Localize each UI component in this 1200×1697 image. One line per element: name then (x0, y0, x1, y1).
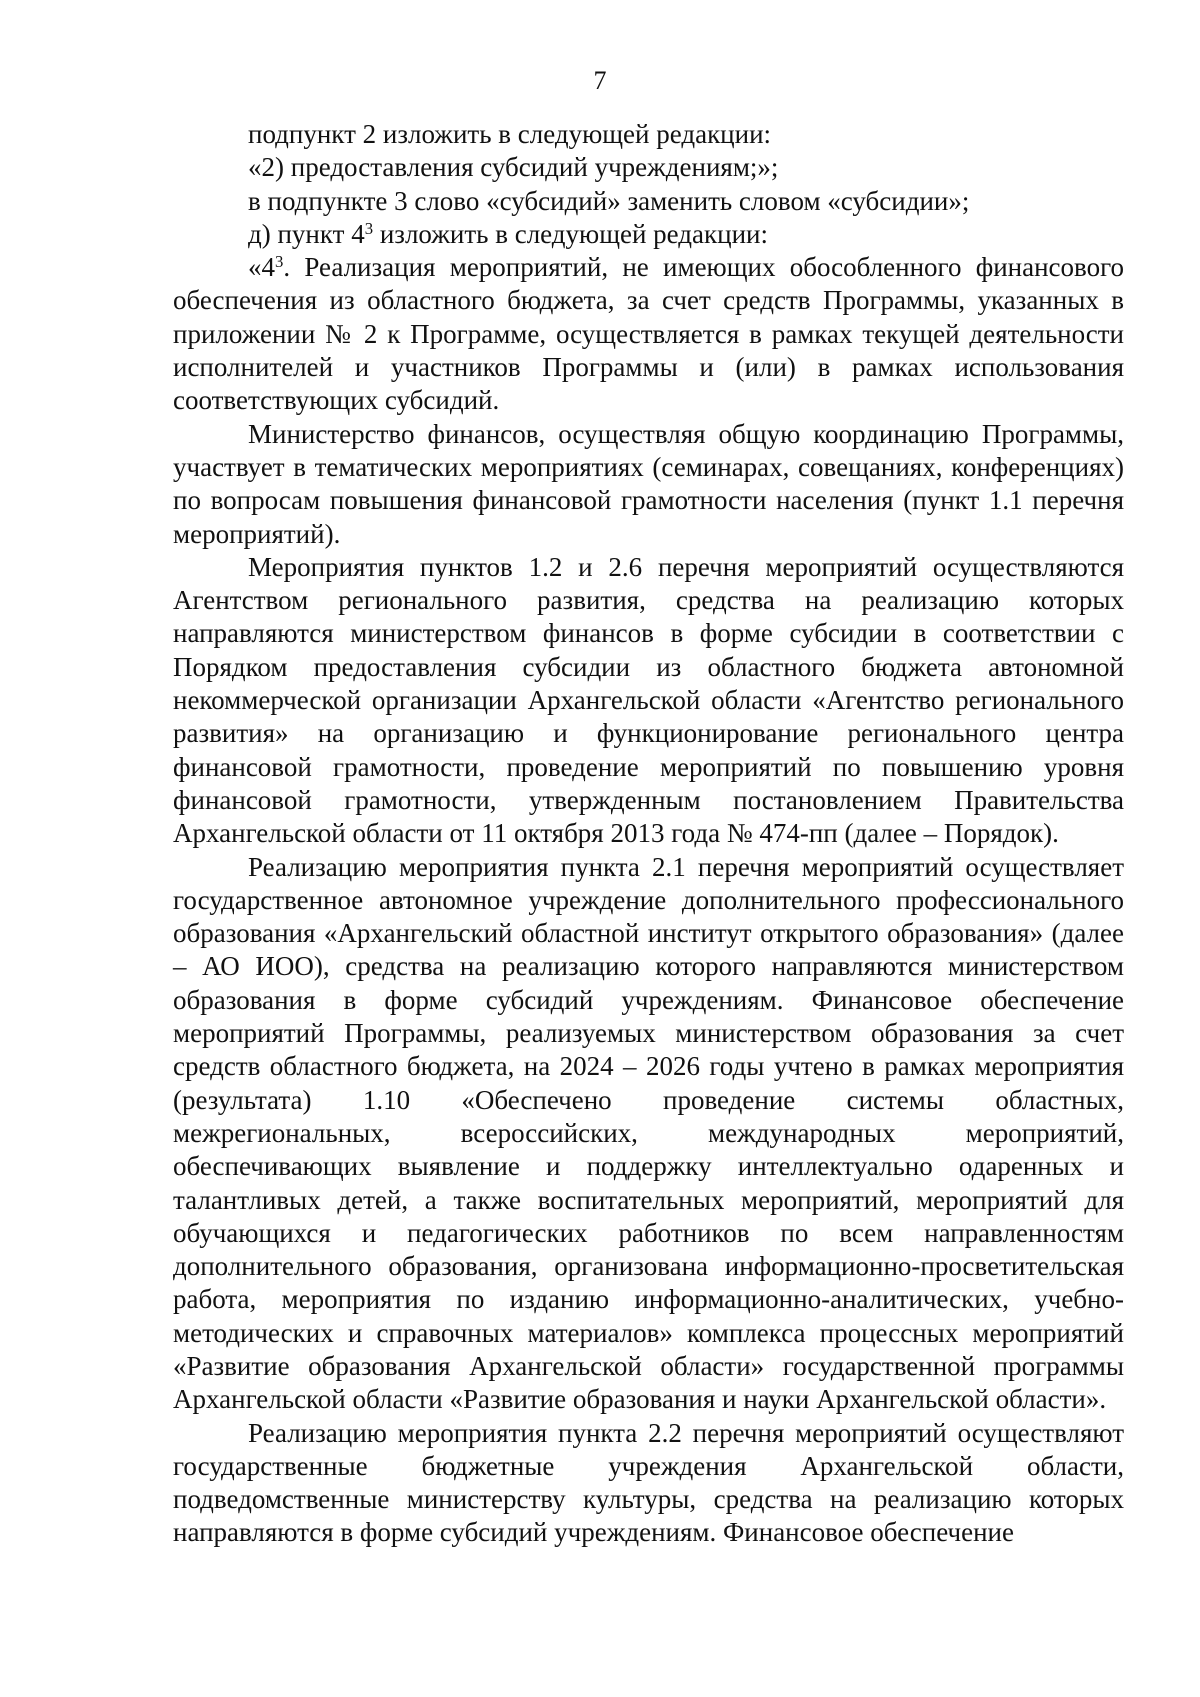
superscript: 3 (364, 218, 374, 238)
paragraph-item-4-3-text (173, 251, 1124, 417)
superscript: 3 (275, 251, 284, 271)
text-fragment: «4 (248, 252, 275, 283)
paragraph-culture-institutions: Реализацию мероприятия пункта 2.2 перечня мероприятий осуществляют государственные бюджетные учреждения Архангельской области, подведомственные министерству культуры, средства на реализацию которых направляются в форме субсидий учреждениям. Финансовое обеспечение (173, 1417, 1124, 1548)
paragraph-item-4-3-instruction (173, 218, 1124, 251)
text-fragment: изложить в следующей редакции: (373, 218, 768, 249)
paragraph-ao-ioo: Реализацию мероприятия пункта 2.1 перечня мероприятий осуществляет государственное автономное учреждение дополнительного профессионального образования «Архангельский областной институт открытого образования» (далее – АО ИОО), средства на реализацию которого направляются министерством образования в форме субсидий учреждениям. Финансовое обеспечение мероприятий Программы, реализуемых министерством образования за счет средств областного бюджета, на 2024 – 2026 годы учтено в рамках мероприятия (результата) 1.10 «Обеспечено проведение системы областных, межрегиональных, всероссийских, международных мероприятий, обеспечивающих выявление и поддержку интеллектуально одаренных и талантливых детей, а также воспитательных мероприятий, мероприятий для обучающихся и педагогических работников по всем направленностям дополнительного образования, организована информационно-просветительская работа, мероприятия по изданию информационно-аналитических, учебно-методических и справочных материалов» комплекса процессных мероприятий «Развитие образования Архангельской области» государственной программы Архангельской области «Развитие образования и науки Архангельской области». (173, 851, 1124, 1415)
text-fragment: . Реализация мероприятий, не имеющих обособленного финансового обеспечения из областного бюджета, за счет средств Программы, указанных в приложении № 2 к Программе, осуществляется в рамках текущей деятельности исполнителей и участников Программы и (или) в рамках использования соответствующих субсидий. (173, 252, 1124, 416)
paragraph-subitem-2-text: «2) предоставления субсидий учреждениям;»; (248, 152, 779, 183)
text-fragment: д) пункт 4 (248, 218, 365, 249)
document-body (173, 118, 1124, 1550)
paragraph-ministry-finance: Министерство финансов, осуществляя общую координацию Программы, участвует в тематических мероприятиях (семинарах, совещаниях, конференциях) по вопросам повышения финансовой грамотности населения (пункт 1.1 перечня мероприятий). (173, 418, 1124, 549)
paragraph-subitem-2-instruction: подпункт 2 изложить в следующей редакции: (248, 119, 772, 149)
paragraph-subitem-3-instruction: в подпункте 3 слово «субсидий» заменить словом «субсидии»; (248, 185, 970, 216)
page-number: 7 (593, 66, 607, 95)
paragraph-agency-development: Мероприятия пунктов 1.2 и 2.6 перечня мероприятий осуществляются Агентством регионального развития, средства на реализацию которых направляются министерством финансов в форме субсидии в соответствии с Порядком предоставления субсидии из областного бюджета автономной некоммерческой организации Архангельской области «Агентство регионального развития» на организацию и функционирование регионального центра финансовой грамотности, проведение мероприятий по повышению уровня финансовой грамотности, утвержденным постановлением Правительства Архангельской области от 11 октября 2013 года № 474-пп (далее – Порядок). (173, 551, 1124, 849)
